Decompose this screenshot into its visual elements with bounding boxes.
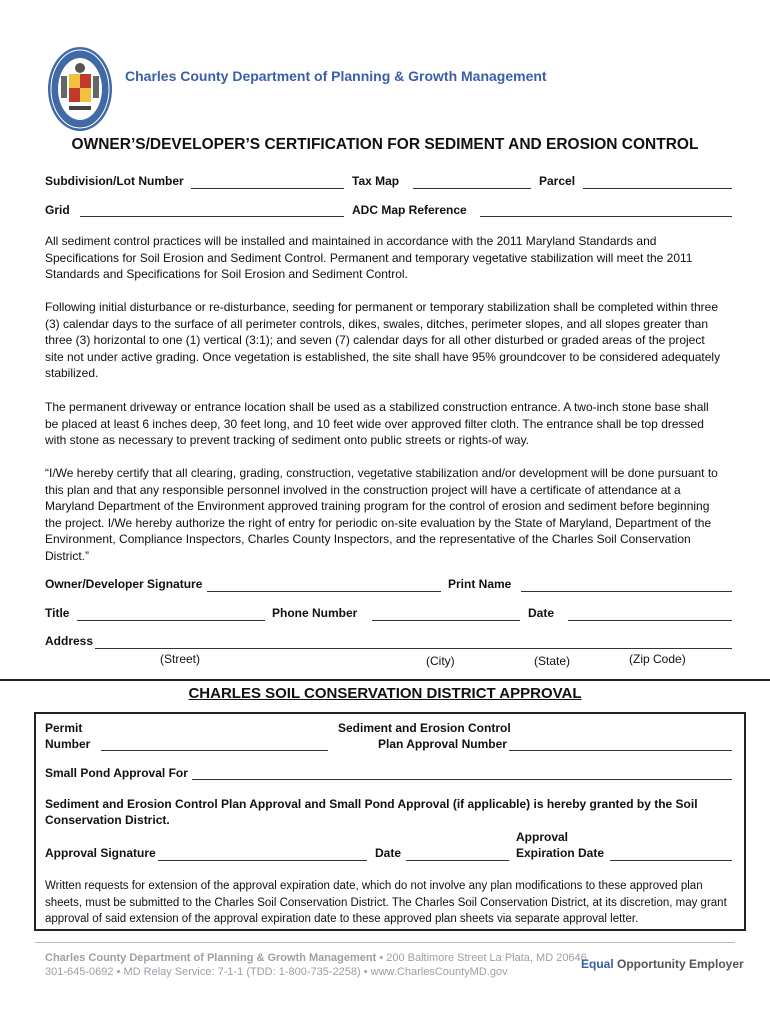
paragraph-standards: All sediment control practices will be installed and maintained in accordance with the 2011 Maryland Standards and Specifications for Soil Erosion and Sediment Control. Permanent and temporary vegetative stabilization will meet the 2011 Standards and Specifications for Soil Erosion and Sediment Control. xyxy=(45,234,693,281)
small-pond-label: Small Pond Approval For xyxy=(45,766,188,780)
street-caption: (Street) xyxy=(160,652,201,666)
sec-approval-field[interactable] xyxy=(509,750,732,751)
state-caption: (State) xyxy=(534,654,571,668)
approval-date-field[interactable] xyxy=(406,860,509,861)
parcel-label: Parcel xyxy=(539,174,576,188)
title-label: Title xyxy=(45,606,70,620)
eoe-equal: Equal xyxy=(581,957,614,971)
footer-address: • 200 Baltimore Street La Plata, MD 20646 xyxy=(376,952,587,964)
footer-divider xyxy=(35,942,735,943)
sec-label-1: Sediment and Erosion Control xyxy=(338,721,511,735)
owner-signature-label: Owner/Developer Signature xyxy=(45,577,203,591)
print-name-label: Print Name xyxy=(448,577,512,591)
county-seal-icon xyxy=(47,46,113,132)
footer-dept: Charles County Department of Planning & Growth Management xyxy=(45,952,377,964)
print-name-field[interactable] xyxy=(521,591,732,592)
expiration-label-2: Expiration Date xyxy=(516,846,605,860)
section-divider xyxy=(0,679,770,681)
sec-label-2: Plan Approval Number xyxy=(378,737,507,751)
tax-map-field[interactable] xyxy=(413,188,531,189)
parcel-field[interactable] xyxy=(583,188,732,189)
approval-signature-field[interactable] xyxy=(158,860,367,861)
subdivision-label: Subdivision/Lot Number xyxy=(45,174,184,188)
tax-map-label: Tax Map xyxy=(352,174,400,188)
owner-signature-field[interactable] xyxy=(207,591,441,592)
phone-label: Phone Number xyxy=(272,606,358,620)
grant-text-1: Sediment and Erosion Control Plan Approval and Small Pond Approval (if applicable) is hereby granted by the Soil xyxy=(45,797,698,811)
paragraph-certification: “I/We hereby certify that all clearing, grading, construction, vegetative stabilization and/or development will be done pursuant to this plan and that any responsible personnel involved in the construction project will have a certificate of attendance at a Maryland Department of the Environment approved training program for the control of erosion and sediment before beginning the project. I/We hereby authorize the right of entry for periodic on-site evaluation by the State of Maryland, Department of the Environment, Compliance Inspectors, Charles County Inspectors, and the representative of the Charles Soil Conservation District.” xyxy=(45,466,718,563)
city-caption: (City) xyxy=(426,654,455,668)
eoe-rest: Opportunity Employer xyxy=(613,957,744,971)
grid-label: Grid xyxy=(45,203,70,217)
phone-field[interactable] xyxy=(372,620,520,621)
extension-notice: Written requests for extension of the approval expiration date, which do not involve any plan modifications to these approved plan sheets, must be submitted to the Charles Soil Conservation District. The Charles Soil Conservation District, at its discretion, may grant approval of said extension of the approval expiration date to these approved plan sheets via separate approval letter. xyxy=(45,880,727,925)
district-title: CHARLES SOIL CONSERVATION DISTRICT APPROVAL xyxy=(188,685,582,702)
department-name: Charles County Department of Planning & Growth Management xyxy=(125,68,547,84)
paragraph-entrance: The permanent driveway or entrance location shall be used as a stabilized construction entrance. A two-inch stone base shall be placed at least 6 inches deep, 30 feet long, and 10 feet wide over approved filter cloth. The entrance shall be top dressed with stone as necessary to prevent tracking of sediment onto public streets or rights-of way. xyxy=(45,400,709,447)
permit-number-field[interactable] xyxy=(101,750,328,751)
approval-signature-label: Approval Signature xyxy=(45,846,156,860)
eoe-logo xyxy=(581,957,744,971)
grid-field[interactable] xyxy=(80,216,344,217)
grant-text-2: Conservation District. xyxy=(45,813,170,827)
title-field[interactable] xyxy=(77,620,265,621)
permit-label-2: Number xyxy=(45,737,91,751)
paragraph-stabilization: Following initial disturbance or re-disturbance, seeding for permanent or temporary stabilization shall be completed within three (3) calendar days to the surface of all perimeter controls, dikes, swales, ditches, perimeter slopes, and all slopes greater than three (3) horizontal to one (1) vertical (3:1); and seven (7) calendar days for all other disturbed or graded areas of the project site not under active grading. Once vegetation is established, the site shall have 95% groundcover to be considered adequately stabilized. xyxy=(45,300,721,380)
footer-line-1 xyxy=(45,952,587,964)
date-label: Date xyxy=(528,606,555,620)
adc-label: ADC Map Reference xyxy=(352,203,467,217)
expiration-date-field[interactable] xyxy=(610,860,732,861)
approval-date-label: Date xyxy=(375,846,402,860)
footer-contact: 301-645-0692 • MD Relay Service: 7-1-1 (TDD: 1-800-735-2258) • www.CharlesCountyMD.gov xyxy=(45,966,508,978)
date-field[interactable] xyxy=(568,620,732,621)
permit-label-1: Permit xyxy=(45,721,83,735)
address-field[interactable] xyxy=(95,648,732,649)
subdivision-field[interactable] xyxy=(191,188,344,189)
page-title: OWNER’S/DEVELOPER’S CERTIFICATION FOR SEDIMENT AND EROSION CONTROL xyxy=(71,136,699,153)
small-pond-field[interactable] xyxy=(192,779,732,780)
adc-field[interactable] xyxy=(480,216,732,217)
zip-caption: (Zip Code) xyxy=(629,652,686,666)
address-label: Address xyxy=(45,634,94,648)
expiration-label-1: Approval xyxy=(516,830,569,844)
